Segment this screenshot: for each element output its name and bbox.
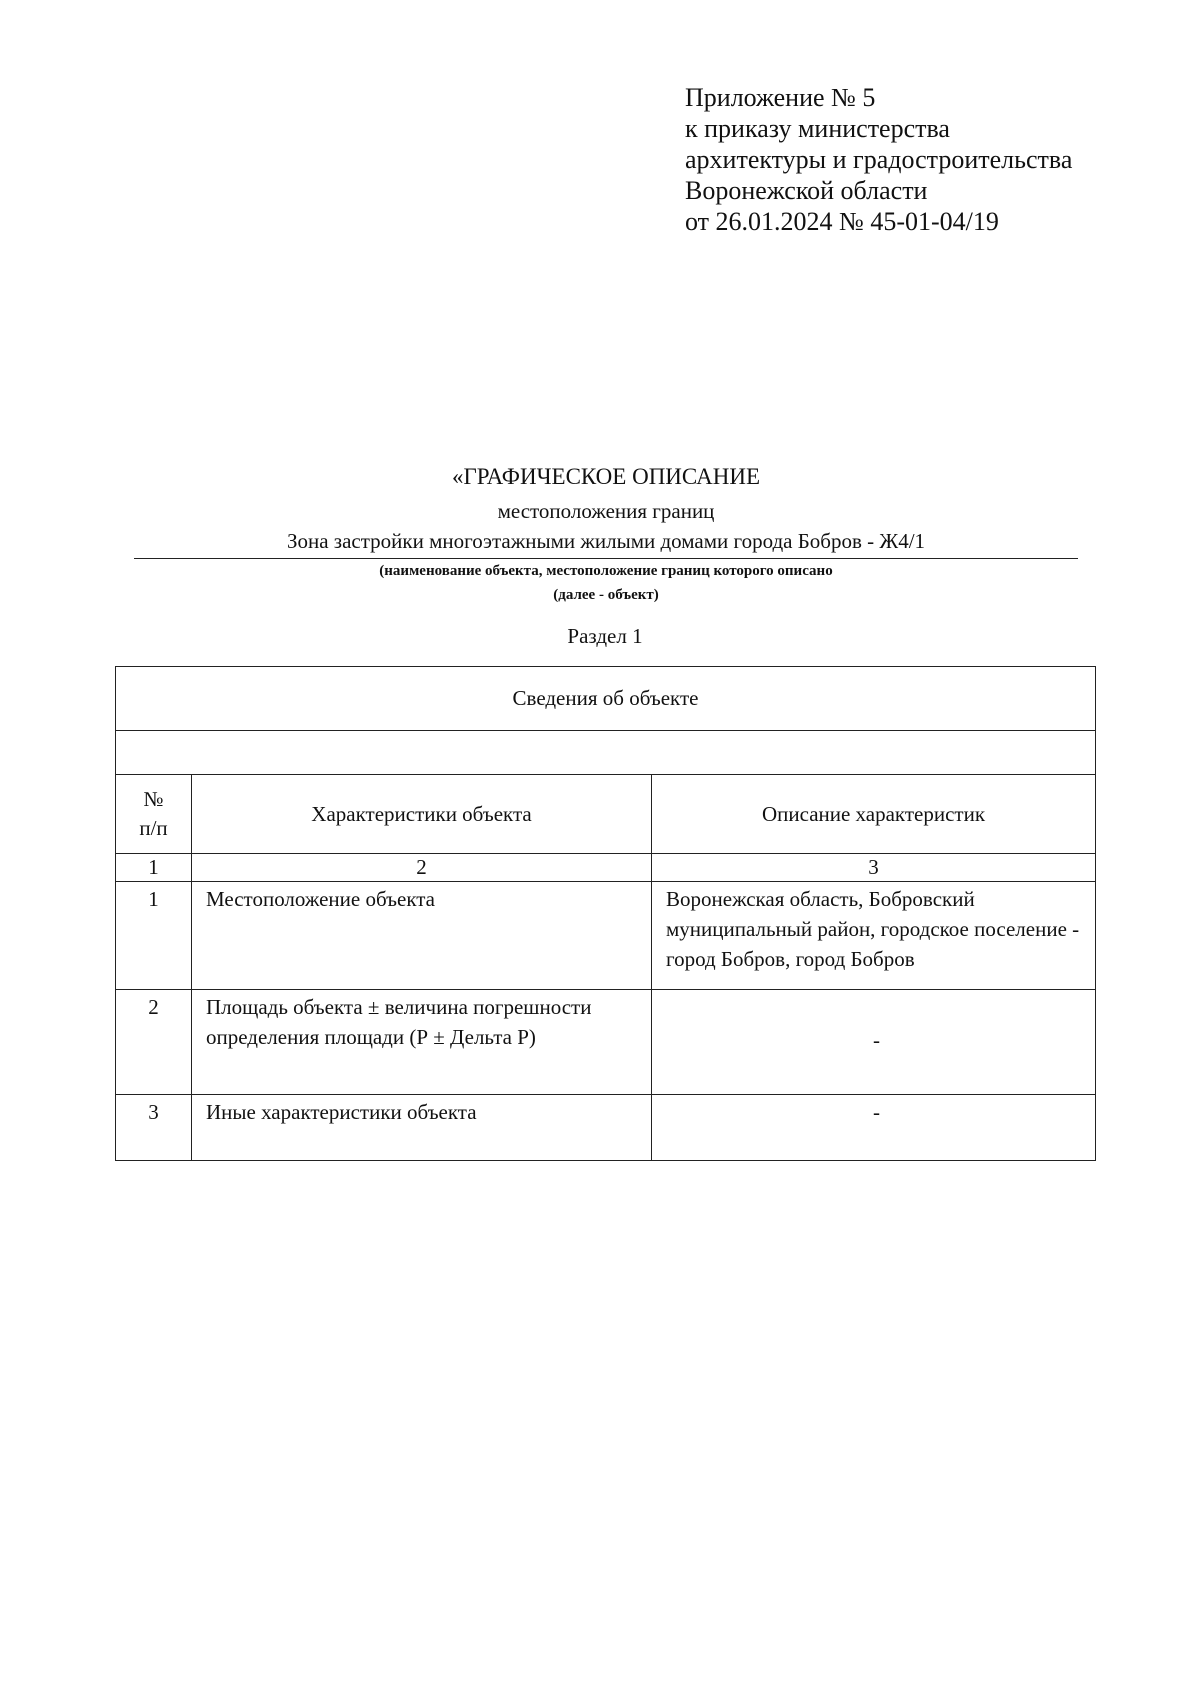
appendix-line: к приказу министерства <box>685 114 950 143</box>
object-name: Зона застройки многоэтажными жилыми домами города Бобров - Ж4/1 <box>134 526 1078 559</box>
row-number: 3 <box>116 1095 192 1161</box>
row-description: - <box>652 1095 1096 1161</box>
table-header-row <box>116 667 1096 731</box>
title-block <box>134 462 1078 607</box>
document-subtitle: местоположения границ <box>497 499 715 523</box>
column-number-row <box>116 854 1096 882</box>
object-name-hint-2: (далее - объект) <box>553 587 659 603</box>
column-number: 2 <box>192 854 652 882</box>
section-label: Раздел 1 <box>567 624 643 648</box>
column-number: 3 <box>652 854 1096 882</box>
row-characteristic: Местоположение объекта <box>192 882 652 990</box>
appendix-line: Воронежской области <box>685 176 928 205</box>
row-description: Воронежская область, Бобровский муниципальный район, городское поселение - город Бобров, город Бобров <box>652 882 1096 990</box>
appendix-block <box>685 82 1072 237</box>
row-number: 1 <box>116 882 192 990</box>
column-header-num <box>116 775 192 854</box>
document-title: «ГРАФИЧЕСКОЕ ОПИСАНИЕ <box>451 464 760 489</box>
blank-cell <box>116 731 1096 775</box>
row-characteristic: Площадь объекта ± величина погрешности определения площади (Р ± Дельта Р) <box>192 990 652 1095</box>
row-description: - <box>652 990 1096 1095</box>
object-name-hint: (наименование объекта, местоположение границ которого описано <box>379 563 833 579</box>
appendix-line: Приложение № 5 <box>685 83 876 112</box>
table-header: Сведения об объекте <box>116 667 1096 731</box>
table-blank-row <box>116 731 1096 775</box>
table-row <box>116 882 1096 990</box>
column-header-characteristics: Характеристики объекта <box>192 775 652 854</box>
object-info-table <box>115 666 1096 1161</box>
column-header-num-line2: п/п <box>139 816 168 840</box>
row-characteristic: Иные характеристики объекта <box>192 1095 652 1161</box>
column-header-num-line1: № <box>143 787 164 811</box>
appendix-line: архитектуры и градостроительства <box>685 145 1073 174</box>
column-header-description: Описание характеристик <box>652 775 1096 854</box>
appendix-line: от 26.01.2024 № 45-01-04/19 <box>685 207 999 236</box>
row-number: 2 <box>116 990 192 1095</box>
column-header-row <box>116 775 1096 854</box>
table-row <box>116 1095 1096 1161</box>
column-number: 1 <box>116 854 192 882</box>
table-row <box>116 990 1096 1095</box>
